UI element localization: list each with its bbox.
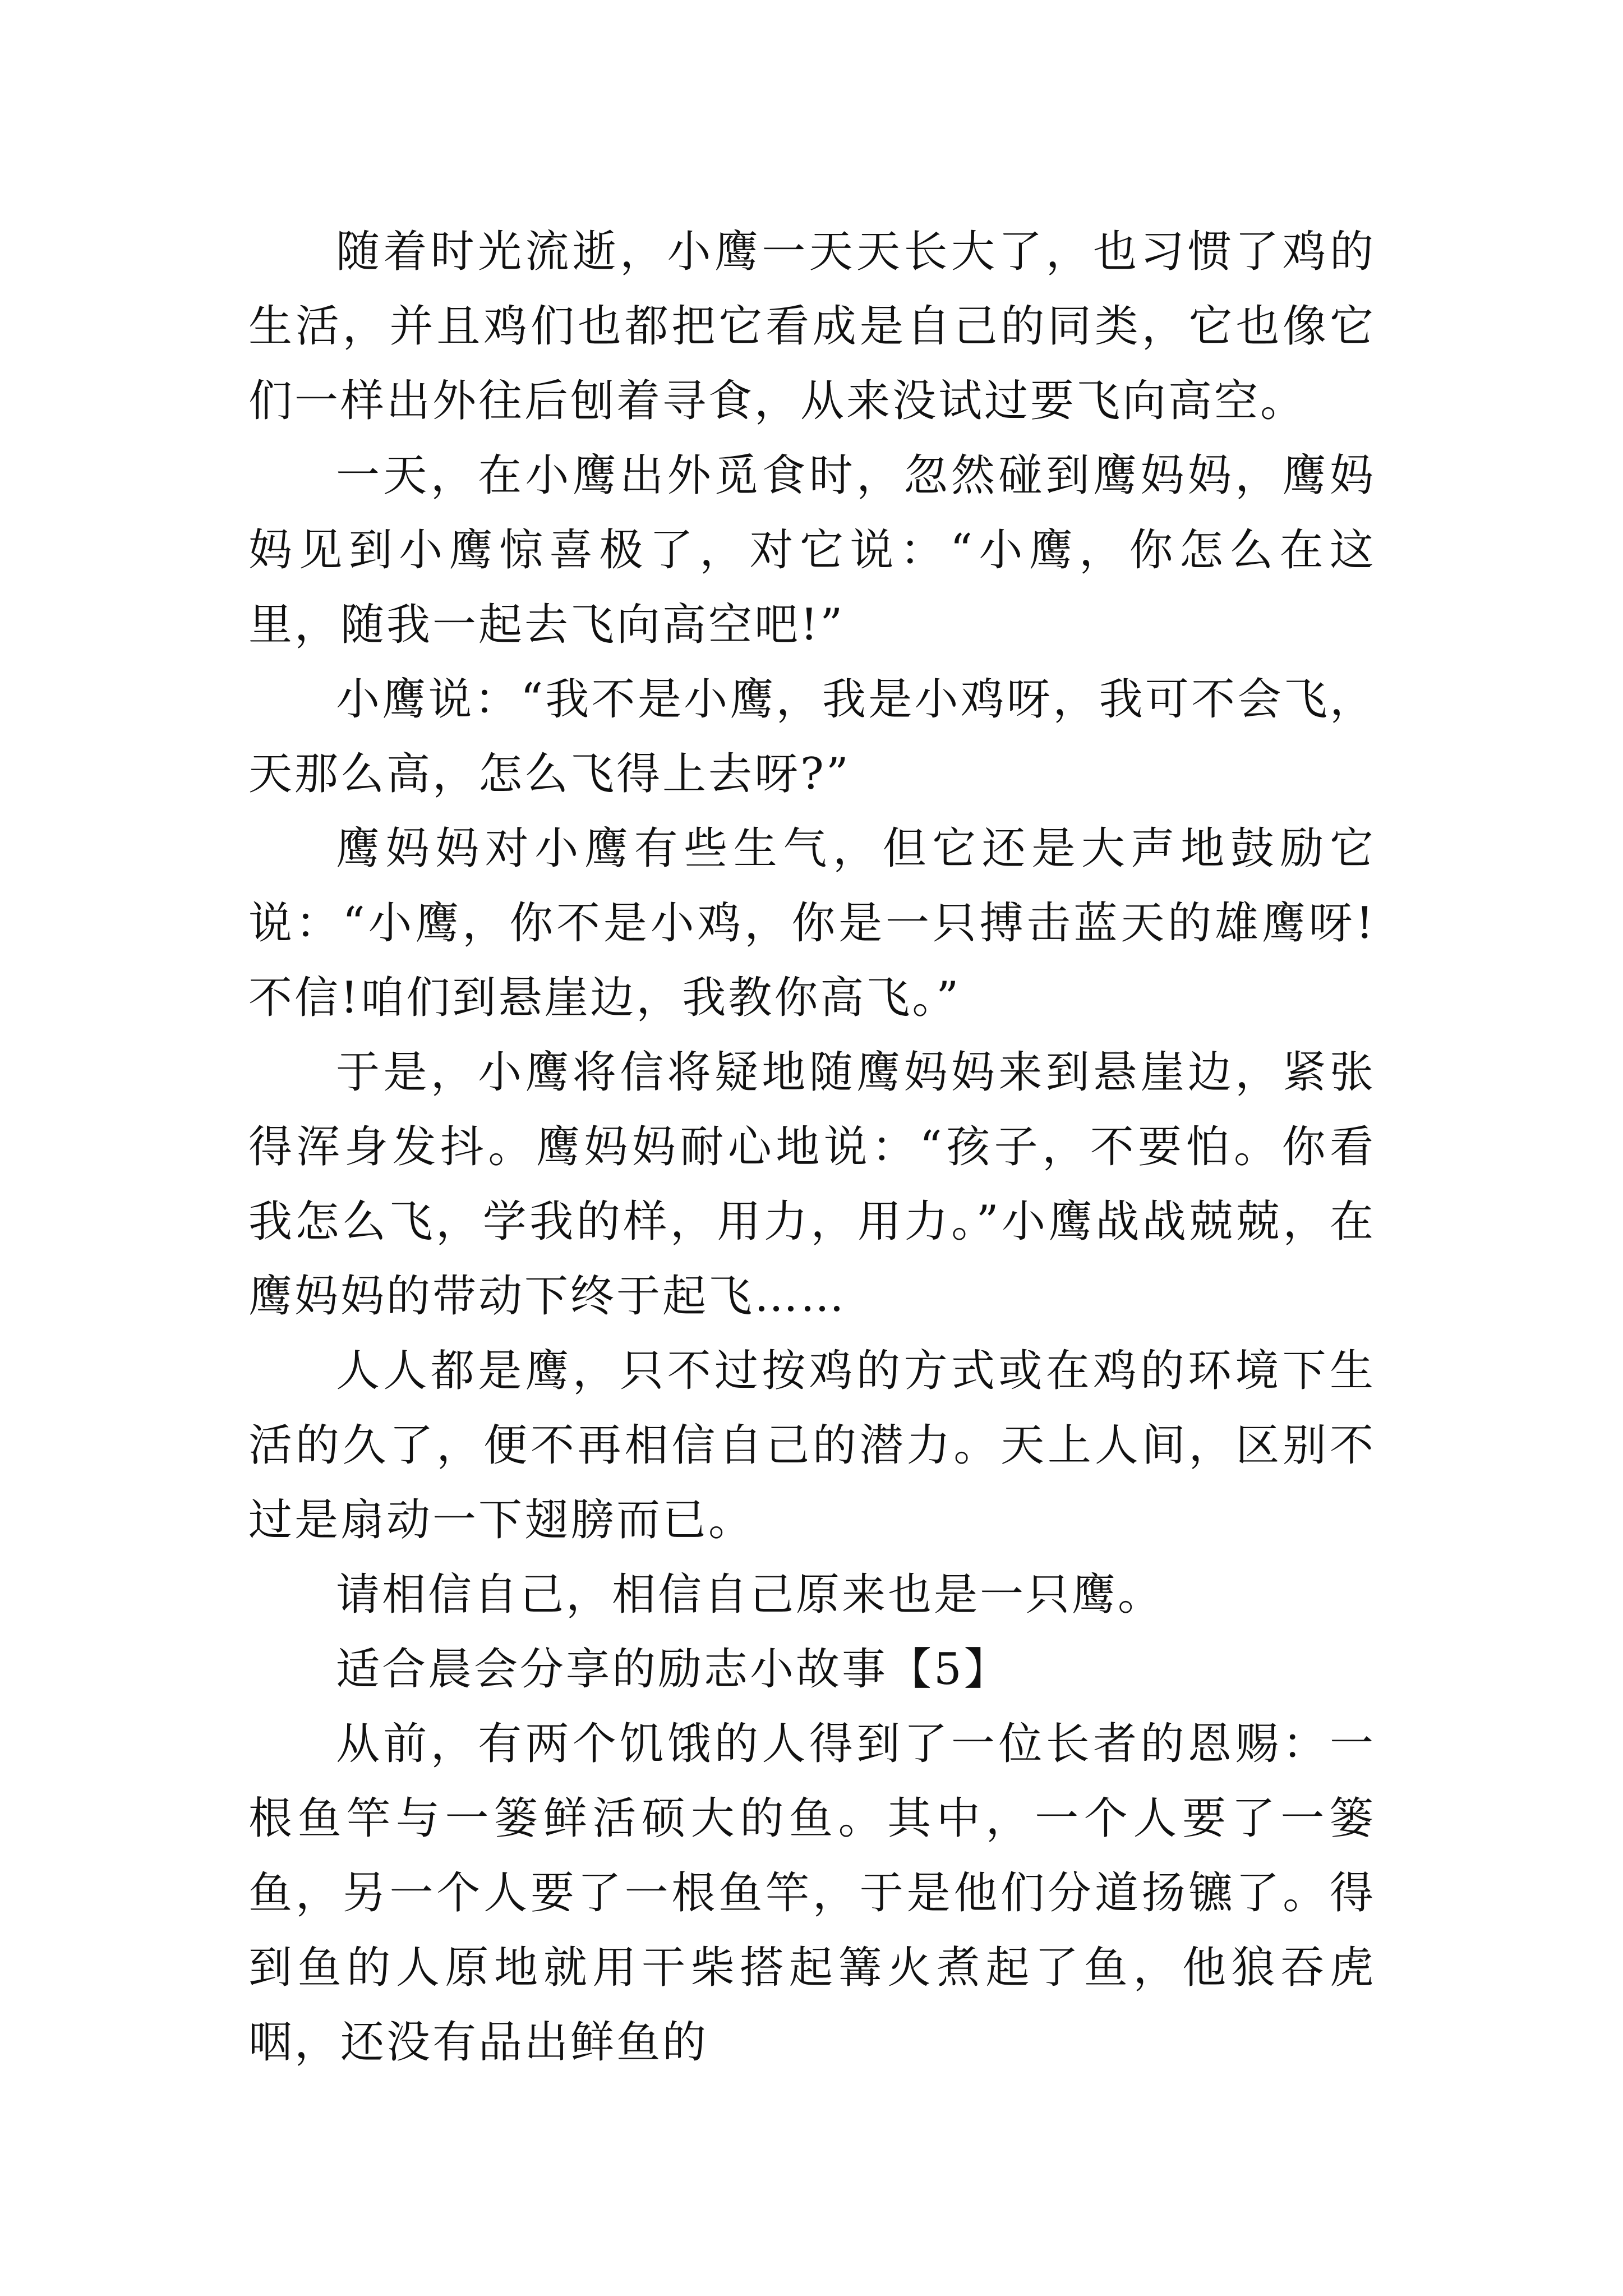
paragraph: 鹰妈妈对小鹰有些生气，但它还是大声地鼓励它说：“小鹰，你不是小鸡，你是一只搏击蓝天的雄鹰呀!不信!咱们到悬崖边，我教你高飞。”	[248, 823, 1376, 1023]
paragraph: 于是，小鹰将信将疑地随鹰妈妈来到悬崖边，紧张得浑身发抖。鹰妈妈耐心地说：“孩子，不要怕。你看我怎么飞，学我的样，用力，用力。”小鹰战战兢兢，在鹰妈妈的带动下终于起飞……	[248, 1047, 1376, 1322]
paragraph: 一天，在小鹰出外觅食时，忽然碰到鹰妈妈，鹰妈妈见到小鹰惊喜极了，对它说：“小鹰，你怎么在这里，随我一起去飞向高空吧!”	[248, 450, 1376, 650]
document-body	[248, 215, 1376, 2080]
section-heading: 适合晨会分享的励志小故事【5】	[336, 1644, 1010, 1695]
paragraph: 小鹰说：“我不是小鹰，我是小鸡呀，我可不会飞，天那么高，怎么飞得上去呀?”	[248, 674, 1376, 799]
paragraph: 人人都是鹰，只不过按鸡的方式或在鸡的环境下生活的久了，便不再相信自己的潜力。天上人间，区别不过是扇动一下翅膀而已。	[248, 1346, 1376, 1545]
paragraph: 从前，有两个饥饿的人得到了一位长者的恩赐：一根鱼竿与一篓鲜活硕大的鱼。其中，一个人要了一篓鱼，另一个人要了一根鱼竿，于是他们分道扬镳了。得到鱼的人原地就用干柴搭起篝火煮起了鱼，他狼吞虎咽，还没有品出鲜鱼的	[248, 1719, 1376, 2068]
paragraph: 请相信自己，相信自己原来也是一只鹰。	[336, 1570, 1164, 1620]
paragraph: 随着时光流逝，小鹰一天天长大了，也习惯了鸡的生活，并且鸡们也都把它看成是自己的同类，它也像它们一样出外往后刨着寻食，从来没试过要飞向高空。	[248, 227, 1376, 426]
